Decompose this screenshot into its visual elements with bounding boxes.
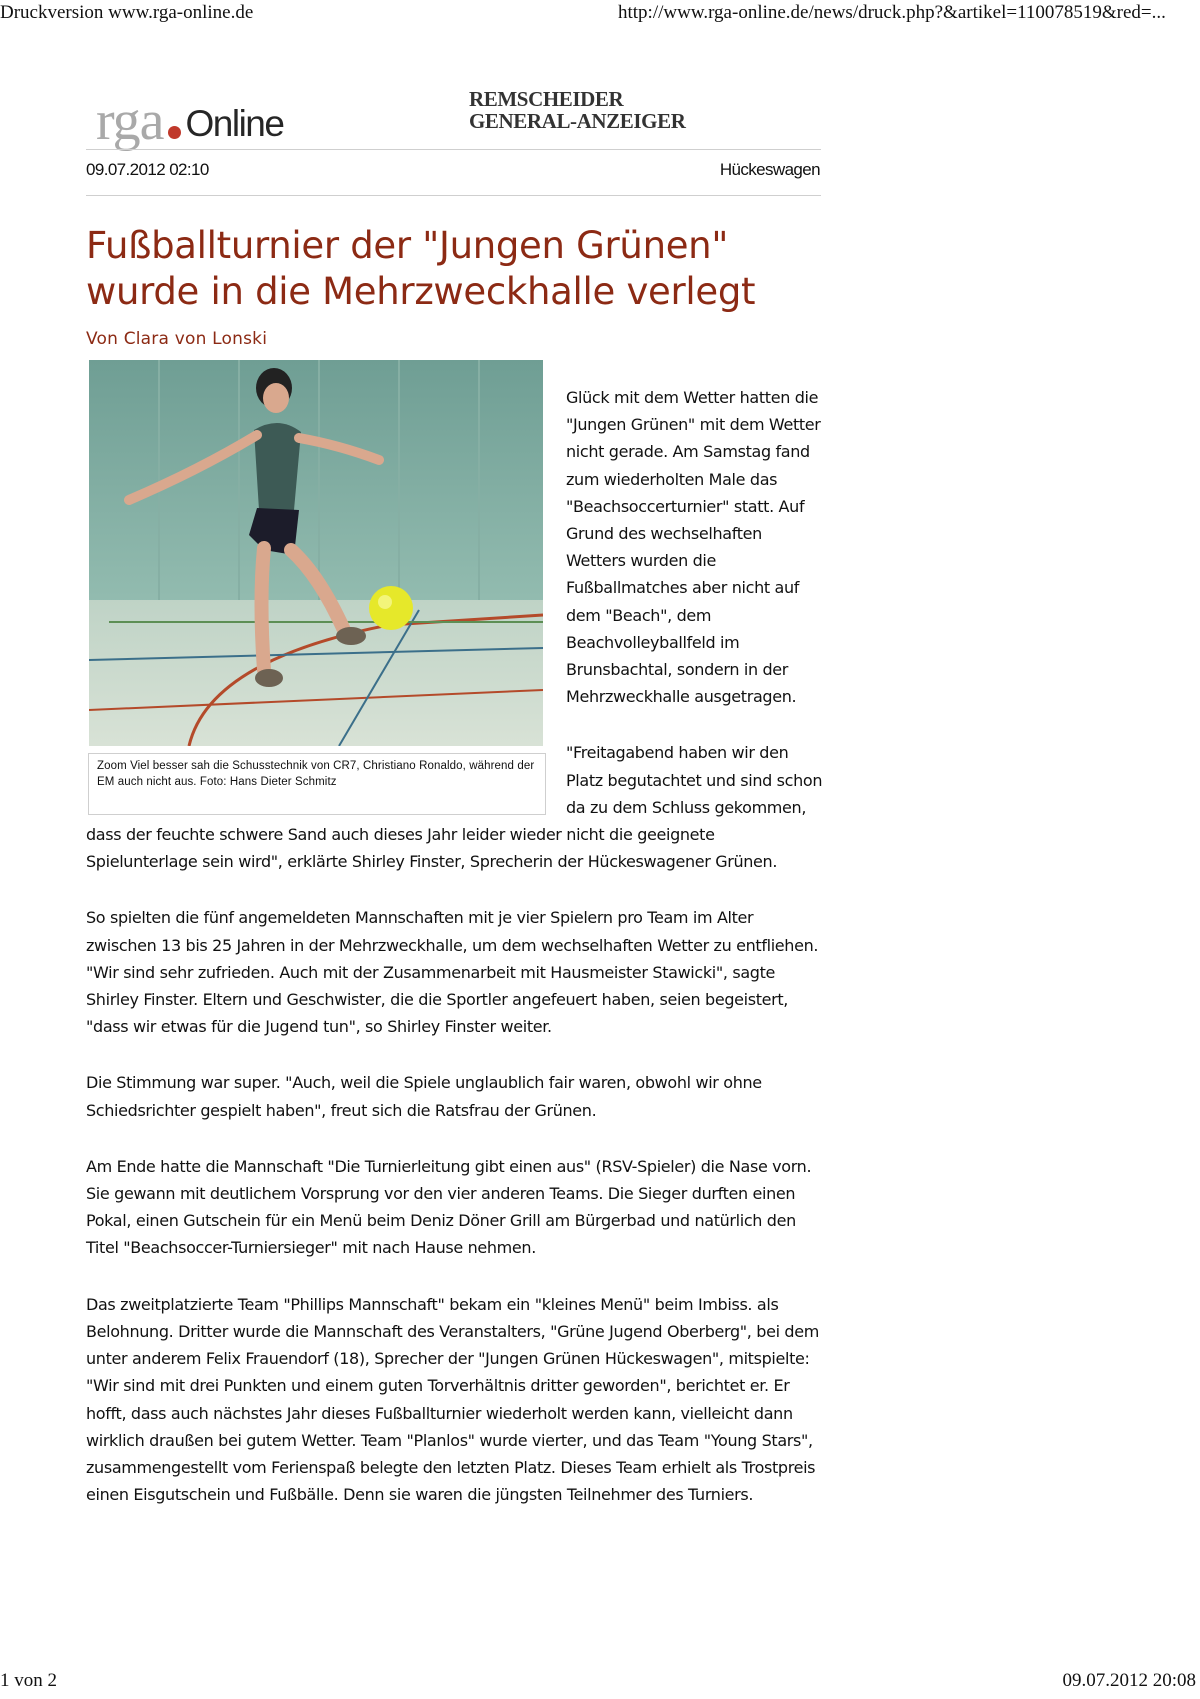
rga-online-logo[interactable] [96, 86, 284, 152]
newspaper-logo-line1: REMSCHEIDER [469, 87, 624, 111]
article-paragraph: Glück mit dem Wetter hatten die "Jungen Grünen" mit dem Wetter nicht gerade. Am Samstag fand zum wiederholten Male das "Beachsoccerturnier" statt. Auf Grund des wechselhaften Wetters wurden die Fußballmatches aber nicht auf dem "Beach", dem Beachvolleyballfeld im Brunsbachtal, sondern in der Mehrzweckhalle ausgetragen. [566, 388, 821, 707]
photo-float-spacer [86, 384, 566, 794]
article-date: 09.07.2012 02:10 [86, 160, 209, 179]
article-body [86, 384, 826, 1537]
article-paragraph: Am Ende hatte die Mannschaft "Die Turnierleitung gibt einen aus" (RSV-Spieler) die Nase vorn. Sie gewann mit deutlichem Vorsprung vor den vier anderen Teams. Die Sieger durften einen Pokal, einen Gutschein für ein Menü beim Deniz Döner Grill am Bürgerbad und natürlich den Titel "Beachsoccer-Turniersieger" mit nach Hause nehmen. [86, 1156, 812, 1258]
article-byline: Von Clara von Lonski [86, 329, 268, 349]
article-paragraph: Die Stimmung war super. "Auch, weil die Spiele unglaublich fair waren, obwohl wir ohne Schiedsrichter gespielt haben", freut sich die Ratsfrau der Grünen. [86, 1073, 762, 1120]
logo-dot-icon [168, 126, 181, 139]
print-header-title: Druckversion www.rga-online.de [0, 2, 254, 23]
article-headline: Fußballturnier der "Jungen Grünen" wurde in die Mehrzweckhalle verlegt [86, 224, 756, 313]
print-header-url: http://www.rga-online.de/news/druck.php?&artikel=110078519&red=... [618, 2, 1166, 23]
article-location: Hückeswagen [719, 160, 820, 179]
header-divider [86, 149, 821, 150]
article-paragraph: "Freitagabend haben wir den Platz begutachtet und sind schon da zu dem Schluss gekommen, dass der feuchte schwere Sand auch dieses Jahr leider wieder nicht die geeignete Spielunterlage sein wird", erklärte Shirley Finster, Sprecherin der Hückeswagener Grünen. [86, 743, 823, 872]
article-paragraph: So spielten die fünf angemeldeten Mannschaften mit je vier Spielern pro Team im Alter zwischen 13 bis 25 Jahren in der Mehrzweckhalle, um dem wechselhaften Wetter zu entfliehen. "Wir sind sehr zufrieden. Auch mit der Zusammenarbeit mit Hausmeister Stawicki", sagte Shirley Finster. Eltern und Geschwister, die die Sportler angefeuert haben, seien begeistert, "dass wir etwas für die Jugend tun", so Shirley Finster weiter. [86, 908, 819, 1037]
meta-divider [86, 195, 821, 196]
print-footer-timestamp: 09.07.2012 20:08 [1062, 1670, 1196, 1691]
logo-rga-text: rga [96, 90, 164, 152]
print-footer-page: 1 von 2 [0, 1670, 57, 1691]
photo-caption: Zoom Viel besser sah die Schusstechnik von CR7, Christiano Ronaldo, während der EM auch nicht aus. Foto: Hans Dieter Schmitz [88, 753, 546, 815]
newspaper-logo-line2: GENERAL-ANZEIGER [469, 109, 686, 133]
newspaper-logo[interactable] [469, 88, 685, 132]
article-paragraph: Das zweitplatzierte Team "Phillips Mannschaft" bekam ein "kleines Menü" beim Imbiss. als Belohnung. Dritter wurde die Mannschaft des Veranstalters, "Grüne Jugend Oberberg", bei dem unter anderem Felix Frauendorf (18), Sprecher der "Jungen Grünen Hückeswagen", mitspielte: "Wir sind mit drei Punkten und einem guten Torverhältnis dritter geworden", berichtet er. Er hofft, dass auch nächstes Jahr dieses Fußballturnier wiederholt werden kann, vielleicht dann wirklich draußen bei gutem Wetter. Team "Planlos" wurde vierter, und das Team "Young Stars", zusammengestellt vom Ferienspaß belegte den letzten Platz. Dieses Team erhielt als Trostpreis einen Eisgutschein und Fußbälle. Denn sie waren die jüngsten Teilnehmer des Turniers. [86, 1294, 819, 1505]
logo-online-text: Online [185, 103, 284, 144]
